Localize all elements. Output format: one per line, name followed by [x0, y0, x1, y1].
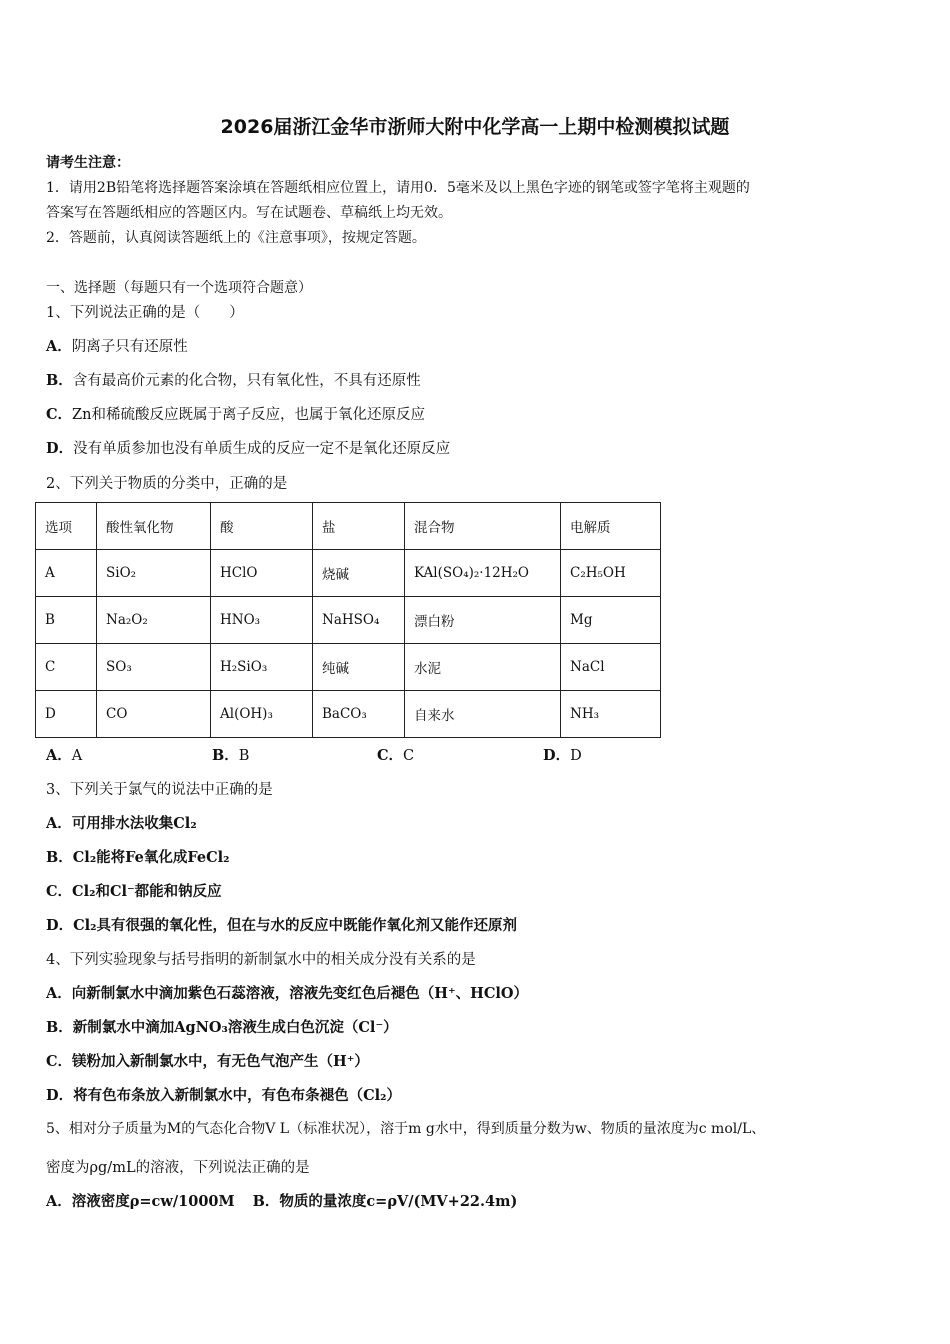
table-row [36, 550, 661, 597]
section-heading: 一、选择题（每题只有一个选项符合题意） [46, 280, 312, 296]
question-4-option-b [46, 1016, 398, 1037]
option-label: B． [46, 849, 73, 866]
option-label: D． [46, 440, 74, 457]
table-cell: Na₂O₂ [97, 597, 211, 644]
option-text: Cl₂和Cl⁻都能和钠反应 [72, 883, 222, 900]
notice-line-1a: 1．请用2B铅笔将选择题答案涂填在答题纸相应位置上，请用0．5毫米及以上黑色字迹的钢笔或签字笔将主观题的 [46, 180, 750, 196]
table-cell: 纯碱 [313, 644, 405, 691]
table-header-row [36, 503, 661, 550]
option-text: 向新制氯水中滴加紫色石蕊溶液，溶液先变红色后褪色（H⁺、HClO） [71, 985, 528, 1002]
question-3-option-c [46, 880, 222, 901]
option-label: D． [543, 747, 571, 764]
option-label: B． [212, 747, 239, 764]
option-label: C． [46, 406, 73, 423]
classification-table [35, 502, 661, 738]
question-1-option-a [46, 335, 188, 356]
question-3-option-a [46, 812, 197, 833]
option-label: A． [46, 747, 72, 764]
table-header-cell: 酸性氧化物 [97, 503, 211, 550]
table-row [36, 691, 661, 738]
table-cell: CO [97, 691, 211, 738]
option-label: C． [46, 883, 73, 900]
notice-heading: 请考生注意： [46, 155, 130, 171]
option-label: B． [46, 1019, 73, 1036]
table-cell: 水泥 [405, 644, 561, 691]
option-label: D． [46, 917, 74, 934]
option-text: 将有色布条放入新制氯水中，有色布条褪色（Cl₂） [73, 1087, 401, 1104]
table-cell: 漂白粉 [405, 597, 561, 644]
option-label: A． [46, 338, 72, 355]
table-cell: 烧碱 [313, 550, 405, 597]
table-header-cell: 盐 [313, 503, 405, 550]
table-cell: Mg [561, 597, 661, 644]
table-cell: HNO₃ [211, 597, 313, 644]
question-2-answer-d [543, 744, 582, 765]
option-text: A [71, 748, 83, 764]
table-cell: D [36, 691, 97, 738]
table-cell: 自来水 [405, 691, 561, 738]
question-4-option-c [46, 1050, 369, 1071]
question-2-answer-c [377, 744, 414, 765]
table-cell: SiO₂ [97, 550, 211, 597]
question-1-option-d [46, 437, 450, 458]
option-text: 含有最高价元素的化合物，只有氧化性，不具有还原性 [72, 373, 421, 389]
question-4-stem: 4、下列实验现象与括号指明的新制氯水中的相关成分没有关系的是 [46, 952, 476, 968]
table-cell: NaCl [561, 644, 661, 691]
option-text: 可用排水法收集Cl₂ [71, 815, 197, 832]
option-text: D [570, 748, 582, 764]
question-5-options [46, 1190, 517, 1211]
option-text: 溶液密度ρ=cw/1000M [71, 1193, 235, 1210]
question-3-option-b [46, 846, 230, 867]
table-header-cell: 酸 [211, 503, 313, 550]
table-cell: SO₃ [97, 644, 211, 691]
table-cell: H₂SiO₃ [211, 644, 313, 691]
question-3-stem: 3、下列关于氯气的说法中正确的是 [46, 782, 273, 798]
table-cell: C [36, 644, 97, 691]
option-text: C [403, 748, 415, 764]
table-cell: A [36, 550, 97, 597]
question-2-answer-b [212, 744, 249, 765]
question-3-option-d [46, 914, 517, 935]
option-label: A． [46, 815, 72, 832]
table-cell: Al(OH)₃ [211, 691, 313, 738]
option-label: C． [46, 1053, 73, 1070]
option-label: D． [46, 1087, 74, 1104]
option-text: Zn和稀硫酸反应既属于离子反应，也属于氧化还原反应 [72, 407, 425, 423]
page-title: 2026届浙江金华市浙师大附中化学高一上期中检测模拟试题 [220, 116, 730, 138]
question-1-option-b [46, 369, 421, 390]
option-label: B． [46, 372, 73, 389]
option-text: 阴离子只有还原性 [71, 339, 188, 355]
option-label: A． [46, 1193, 72, 1210]
notice-line-2: 2．答题前，认真阅读答题纸上的《注意事项》，按规定答题。 [46, 230, 426, 246]
table-cell: HClO [211, 550, 313, 597]
table-cell: NH₃ [561, 691, 661, 738]
table-row [36, 597, 661, 644]
table-cell: KAl(SO₄)₂·12H₂O [405, 550, 561, 597]
question-1-stem: 1、下列说法正确的是（ ） [46, 305, 244, 321]
option-text: Cl₂具有很强的氧化性，但在与水的反应中既能作氧化剂又能作还原剂 [73, 917, 517, 934]
table-cell: NaHSO₄ [313, 597, 405, 644]
table-row [36, 644, 661, 691]
option-text: 新制氯水中滴加AgNO₃溶液生成白色沉淀（Cl⁻） [72, 1019, 398, 1036]
table-cell: BaCO₃ [313, 691, 405, 738]
table-header-cell: 电解质 [561, 503, 661, 550]
question-4-option-d [46, 1084, 401, 1105]
table-header-cell: 混合物 [405, 503, 561, 550]
option-text: 物质的量浓度c=ρV/(MV+22.4m) [279, 1193, 518, 1210]
question-5-stem-line-2: 密度为ρg/mL的溶液，下列说法正确的是 [46, 1160, 310, 1176]
question-4-option-a [46, 982, 528, 1003]
option-label: C． [377, 747, 404, 764]
option-text: 镁粉加入新制氯水中，有无色气泡产生（H⁺） [72, 1053, 369, 1070]
option-text: B [238, 748, 250, 764]
table-cell: C₂H₅OH [561, 550, 661, 597]
question-2-stem: 2、下列关于物质的分类中，正确的是 [46, 476, 288, 492]
table-cell: B [36, 597, 97, 644]
option-label: A． [46, 985, 72, 1002]
question-5-stem-line-1: 5、相对分子质量为M的气态化合物V L（标准状况），溶于m g水中，得到质量分数为w、物质的量浓度为c mol/L、 [46, 1121, 766, 1137]
option-label: B． [252, 1193, 280, 1210]
option-text: 没有单质参加也没有单质生成的反应一定不是氧化还原反应 [73, 441, 451, 457]
option-text: Cl₂能将Fe氧化成FeCl₂ [72, 849, 230, 866]
question-2-answer-a [46, 744, 82, 765]
question-1-option-c [46, 403, 425, 424]
table-header-cell: 选项 [36, 503, 97, 550]
notice-line-1b: 答案写在答题纸相应的答题区内。写在试题卷、草稿纸上均无效。 [46, 205, 452, 221]
